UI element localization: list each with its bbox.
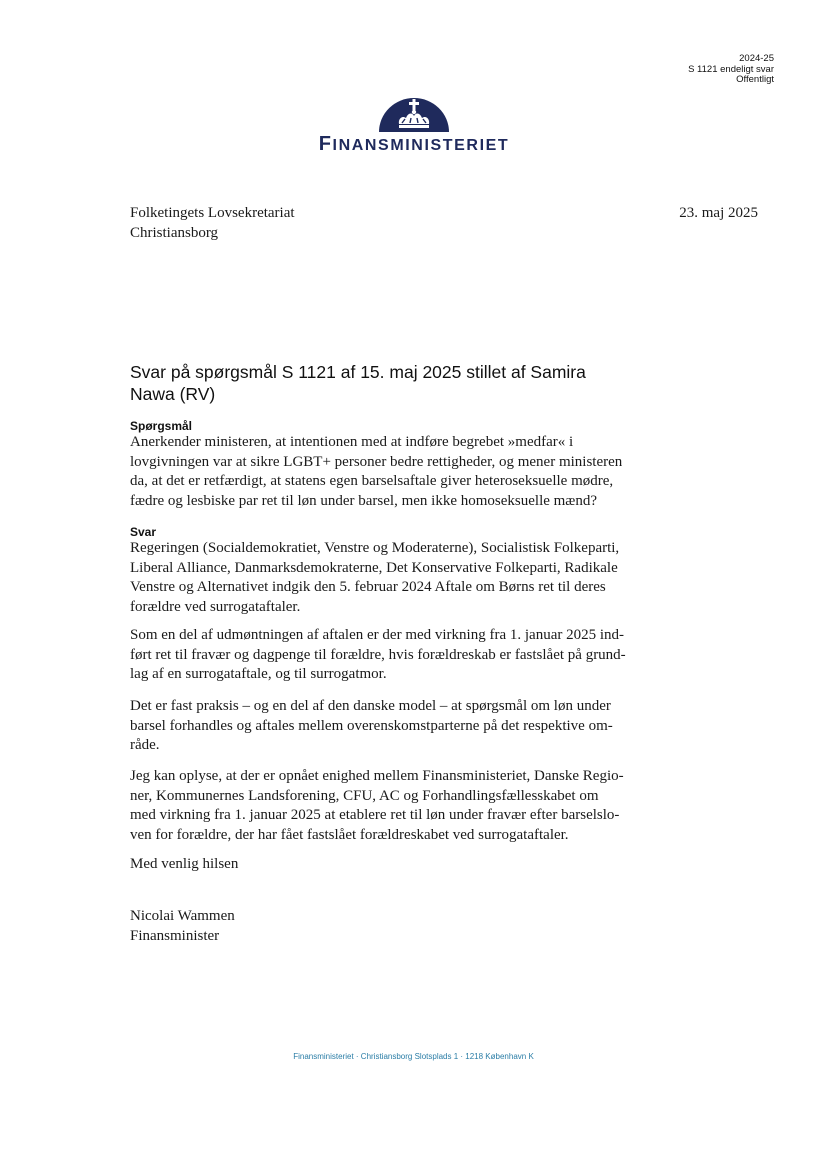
text-line: råde. bbox=[130, 737, 160, 753]
text-line: barsel forhandles og aftales mellem overenskomstparterne på det respektive om- bbox=[130, 717, 613, 734]
text-line: Som en del af udmøntningen af aftalen er der med virkning fra 1. januar 2025 ind- bbox=[130, 627, 625, 643]
ministry-wordmark: FINANSMINISTERIET bbox=[318, 133, 510, 155]
signature-block bbox=[130, 907, 630, 946]
page-footer: Finansministeriet · Christiansborg Slotsplads 1 · 1218 København K bbox=[293, 1052, 534, 1061]
question-section bbox=[130, 419, 630, 511]
text-line: Regeringen (Socialdemokratiet, Venstre og Moderaterne), Socialistisk Folkeparti, bbox=[130, 540, 620, 556]
recipient-line: Folketingets Lovsekretariat bbox=[130, 205, 295, 221]
question-heading: Spørgsmål bbox=[130, 419, 193, 433]
answer-paragraph bbox=[130, 767, 630, 845]
text-line: med virkning fra 1. januar 2025 at etablere ret til løn under fravær efter barselslo- bbox=[130, 807, 620, 823]
text-line: Jeg kan oplyse, at der er opnået enighed mellem Finansministeriet, Danske Regio- bbox=[130, 768, 624, 784]
text-line: lovgivningen var at sikre LGBT+ personer bedre rettigheder, og mener ministeren bbox=[130, 453, 623, 470]
text-line: ner, Kommunernes Landsforening, CFU, AC og Forhandlingsfællesskabet om bbox=[130, 787, 599, 804]
crown-icon bbox=[377, 96, 451, 132]
text-line: Venstre og Alternativet indgik den 5. februar 2024 Aftale om Børns ret til deres bbox=[130, 579, 606, 595]
signatory-role: Finansminister bbox=[130, 927, 220, 944]
answer-paragraph bbox=[130, 697, 630, 756]
letter-title: Svar på spørgsmål S 1121 af 15. maj 2025 stillet af Samira Nawa (RV) bbox=[130, 362, 586, 404]
answer-section bbox=[130, 525, 630, 617]
answer-paragraph bbox=[130, 626, 630, 685]
text-line: da, at det er retfærdigt, at statens egen barselsaftale giver heteroseksuelle mødre, bbox=[130, 473, 614, 489]
session-label: 2024-25 bbox=[739, 53, 774, 64]
answer-paragraph bbox=[130, 539, 630, 617]
letter-date: 23. maj 2025 bbox=[679, 205, 758, 221]
text-line: ført ret til fravær og dagpenge til forældre, hvis forældreskab er fastslået på grund- bbox=[130, 646, 626, 663]
text-line: Det er fast praksis – og en del af den danske model – at spørgsmål om løn under bbox=[130, 698, 611, 714]
question-status-label: S 1121 endeligt svar bbox=[688, 63, 774, 75]
text-line: ven for forældre, der har fået fastslået forældreskabet ved surrogataftaler. bbox=[130, 826, 569, 843]
text-line: Anerkender ministeren, at intentionen med at indføre begrebet »medfar« i bbox=[130, 434, 574, 450]
signatory-name: Nicolai Wammen bbox=[130, 908, 235, 924]
answer-heading: Svar bbox=[130, 525, 157, 539]
text-line: Liberal Alliance, Danmarksdemokraterne, Det Konservative Folkeparti, Radikale bbox=[130, 559, 618, 576]
text-line: fædre og lesbiske par ret til løn under barsel, men ikke homoseksuelle mænd? bbox=[130, 492, 597, 509]
recipient-line: Christiansborg bbox=[130, 225, 219, 241]
question-text bbox=[130, 433, 630, 511]
closing-greeting: Med venlig hilsen bbox=[130, 856, 239, 872]
recipient-address bbox=[130, 203, 295, 243]
text-line: forældre ved surrogataftaler. bbox=[130, 598, 301, 615]
access-label: Offentligt bbox=[736, 74, 774, 86]
document-metadata bbox=[688, 54, 774, 86]
text-line: lag af en surrogataftale, og til surrogatmor. bbox=[130, 666, 387, 682]
ministry-logo bbox=[305, 96, 525, 156]
